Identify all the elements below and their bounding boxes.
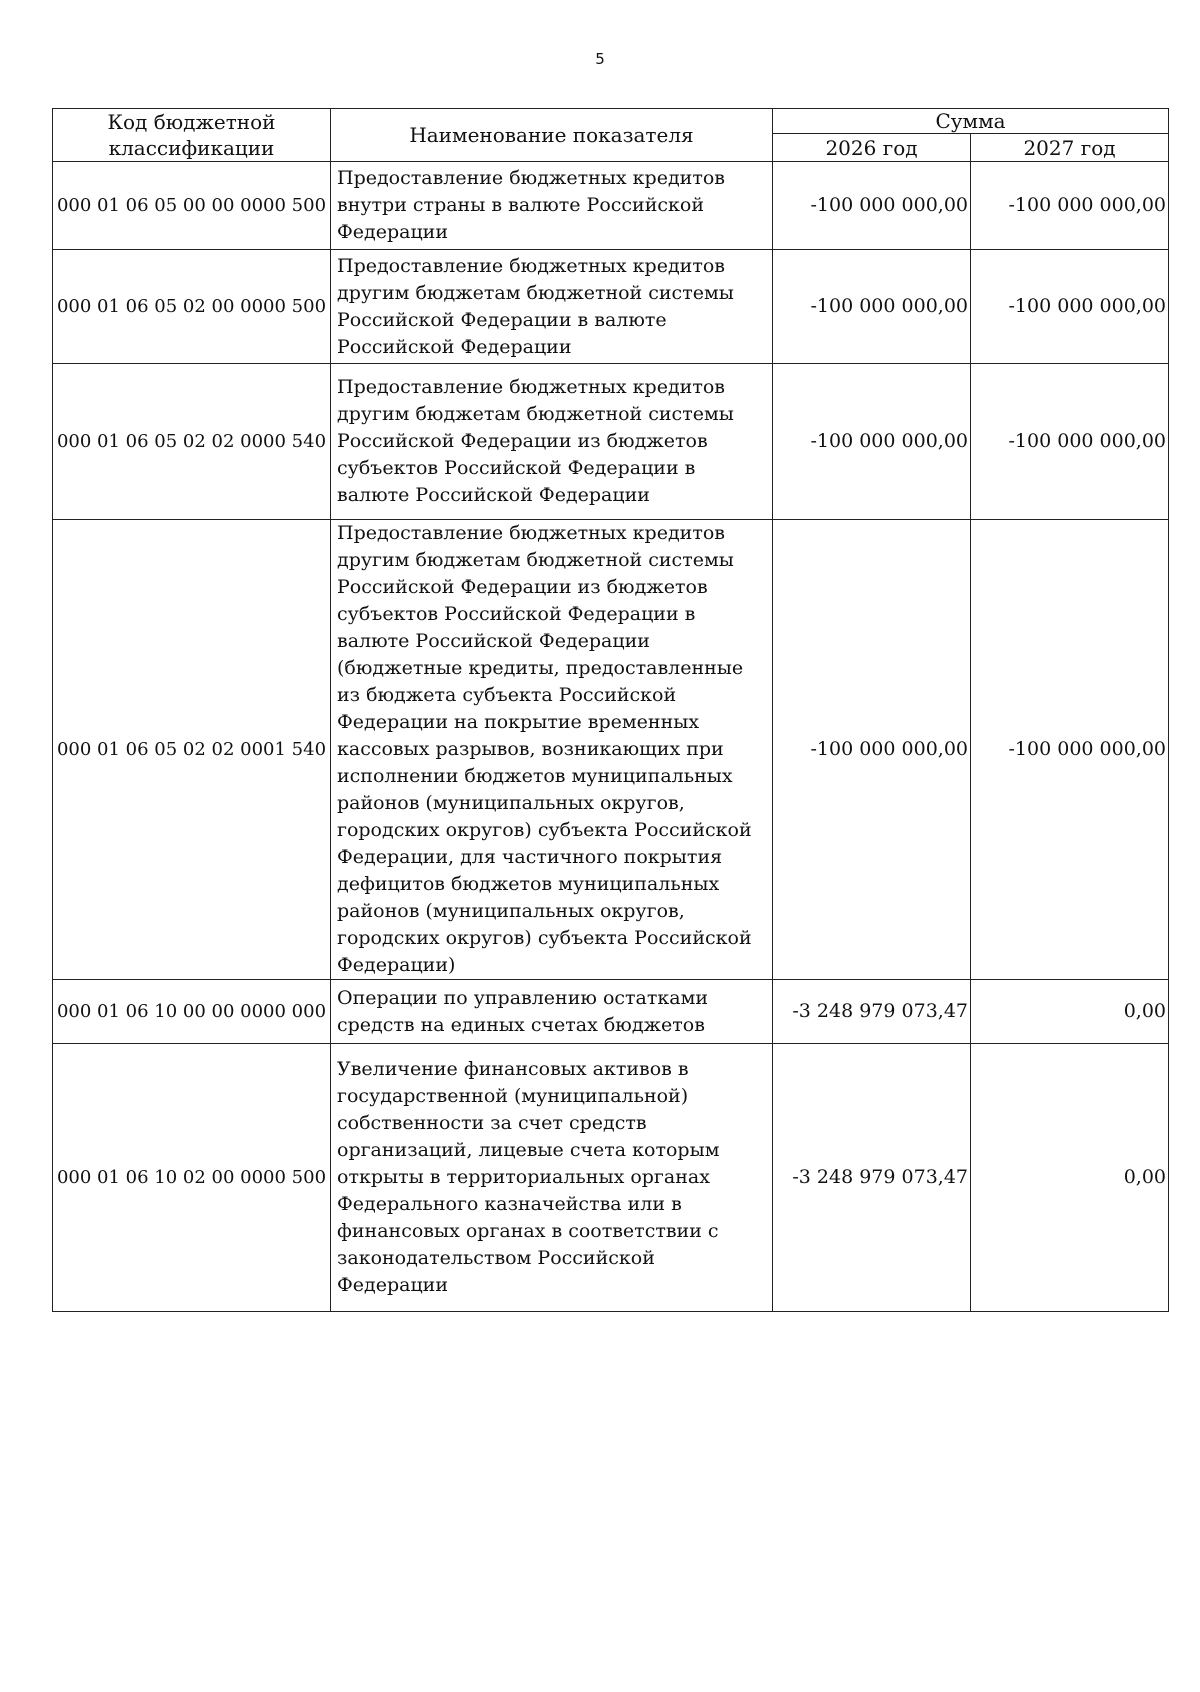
value-2027-cell: -100 000 000,00 [971,250,1169,364]
code-cell: 000 01 06 05 02 02 0001 540 [53,520,331,980]
header-year-2027: 2027 год [971,134,1169,162]
header-year-2026: 2026 год [773,134,971,162]
table-row [53,520,1169,980]
name-cell: Предоставление бюджетных кредитов другим бюджетам бюджетной системы Российской Федерации из бюджетов субъектов Российской Федерации в валюте Российской Федерации [331,364,773,520]
table-row [53,980,1169,1044]
value-2026-cell: -100 000 000,00 [773,162,971,250]
value-2026-cell: -100 000 000,00 [773,250,971,364]
code-cell: 000 01 06 10 00 00 0000 000 [53,980,331,1044]
value-2026-cell: -100 000 000,00 [773,364,971,520]
name-cell: Предоставление бюджетных кредитов внутри страны в валюте Российской Федерации [331,162,773,250]
value-2027-cell: 0,00 [971,1044,1169,1312]
table-row [53,250,1169,364]
code-cell: 000 01 06 10 02 00 0000 500 [53,1044,331,1312]
table-row [53,1044,1169,1312]
header-row [53,109,1169,134]
name-cell: Увеличение финансовых активов в государственной (муниципальной) собственности за счет средств организаций, лицевые счета которым открыты в территориальных органах Федерального казначейства или в финансовых органах в соответствии с законодательством Российской Федерации [331,1044,773,1312]
value-2026-cell: -100 000 000,00 [773,520,971,980]
table-row [53,364,1169,520]
value-2027-cell: 0,00 [971,980,1169,1044]
name-cell: Предоставление бюджетных кредитов другим бюджетам бюджетной системы Российской Федерации в валюте Российской Федерации [331,250,773,364]
value-2026-cell: -3 248 979 073,47 [773,1044,971,1312]
code-cell: 000 01 06 05 00 00 0000 500 [53,162,331,250]
value-2027-cell: -100 000 000,00 [971,364,1169,520]
page-number: 5 [595,50,605,68]
table-row [53,162,1169,250]
header-name: Наименование показателя [331,109,773,162]
value-2027-cell: -100 000 000,00 [971,520,1169,980]
budget-sources-table [52,108,1169,1312]
name-cell: Предоставление бюджетных кредитов другим бюджетам бюджетной системы Российской Федерации из бюджетов субъектов Российской Федерации в валюте Российской Федерации (бюджетные кредиты, предоставленные из бюджета субъекта Российской Федерации на покрытие временных кассовых разрывов, возникающих при исполнении бюджетов муниципальных районов (муниципальных округов, городских округов) субъекта Российской Федерации, для частичного покрытия дефицитов бюджетов муниципальных районов (муниципальных округов, городских округов) субъекта Российской Федерации) [331,520,773,980]
value-2026-cell: -3 248 979 073,47 [773,980,971,1044]
name-cell: Операции по управлению остатками средств на единых счетах бюджетов [331,980,773,1044]
value-2027-cell: -100 000 000,00 [971,162,1169,250]
code-cell: 000 01 06 05 02 02 0000 540 [53,364,331,520]
code-cell: 000 01 06 05 02 00 0000 500 [53,250,331,364]
header-sum: Сумма [773,109,1169,134]
header-code: Код бюджетной классификации [53,109,331,162]
